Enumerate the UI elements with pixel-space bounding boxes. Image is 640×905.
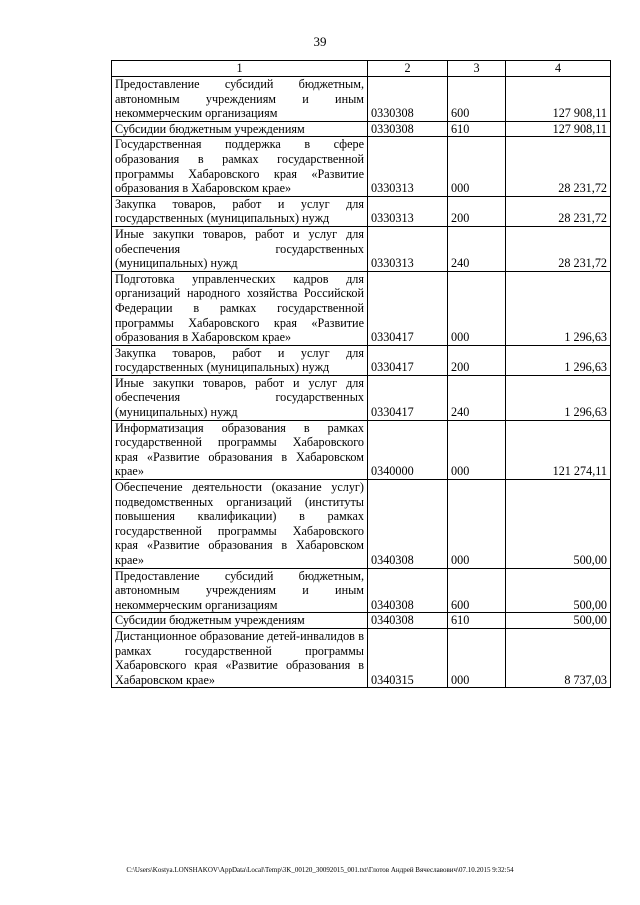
row-code-cell: 0330417 xyxy=(368,375,448,420)
row-name-cell: Подготовка управленческих кадров для организаций народного хозяйства Российской Федерации в рамках государственной программы Хабаровского края «Развитие образования в Хабаровском крае» xyxy=(112,271,368,345)
column-header-sum: 4 xyxy=(506,61,611,77)
file-path-footer: C:\Users\Kostya.LONSHAKOV\AppData\Local\Temp\3K_00120_30092015_001.txt\Глотов Андрей Вячеславович\07.10.2015 9:32:54 xyxy=(126,866,514,874)
row-sum-cell: 28 231,72 xyxy=(506,226,611,271)
column-header-code: 2 xyxy=(368,61,448,77)
row-name-cell: Обеспечение деятельности (оказание услуг) подведомственных организаций (институты повышения квалификации) в рамках государственной программы Хабаровского края «Развитие образования в Хабаровском крае» xyxy=(112,480,368,569)
row-type-cell: 000 xyxy=(448,480,506,569)
budget-table xyxy=(111,60,611,688)
row-type-cell: 600 xyxy=(448,77,506,122)
row-name-cell: Дистанционное образование детей-инвалидов в рамках государственной программы Хабаровского края «Развитие образования в Хабаровском крае» xyxy=(112,628,368,687)
row-sum-cell: 500,00 xyxy=(506,613,611,629)
row-sum-cell: 127 908,11 xyxy=(506,77,611,122)
table-row xyxy=(112,480,611,569)
row-type-cell: 200 xyxy=(448,196,506,226)
column-header-type: 3 xyxy=(448,61,506,77)
row-type-cell: 200 xyxy=(448,345,506,375)
row-name-cell: Закупка товаров, работ и услуг для государственных (муниципальных) нужд xyxy=(112,196,368,226)
row-code-cell: 0340000 xyxy=(368,420,448,479)
row-code-cell: 0330313 xyxy=(368,137,448,196)
table-row xyxy=(112,77,611,122)
row-name-cell: Информатизация образования в рамках государственной программы Хабаровского края «Развитие образования в Хабаровском крае» xyxy=(112,420,368,479)
row-code-cell: 0330313 xyxy=(368,196,448,226)
row-code-cell: 0340308 xyxy=(368,480,448,569)
table-row xyxy=(112,420,611,479)
row-type-cell: 000 xyxy=(448,271,506,345)
row-code-cell: 0340308 xyxy=(368,613,448,629)
table-header-row xyxy=(112,61,611,77)
row-sum-cell: 28 231,72 xyxy=(506,196,611,226)
row-code-cell: 0330308 xyxy=(368,77,448,122)
row-code-cell: 0330313 xyxy=(368,226,448,271)
row-code-cell: 0340308 xyxy=(368,568,448,613)
row-sum-cell: 127 908,11 xyxy=(506,121,611,137)
table-row xyxy=(112,375,611,420)
row-name-cell: Иные закупки товаров, работ и услуг для обеспечения государственных (муниципальных) нужд xyxy=(112,226,368,271)
page-number: 39 xyxy=(313,34,327,49)
row-sum-cell: 500,00 xyxy=(506,568,611,613)
row-type-cell: 000 xyxy=(448,628,506,687)
table-row xyxy=(112,345,611,375)
row-type-cell: 600 xyxy=(448,568,506,613)
row-sum-cell: 121 274,11 xyxy=(506,420,611,479)
row-type-cell: 240 xyxy=(448,375,506,420)
table-row xyxy=(112,271,611,345)
table-row xyxy=(112,226,611,271)
table-row xyxy=(112,137,611,196)
row-sum-cell: 1 296,63 xyxy=(506,375,611,420)
table-row xyxy=(112,628,611,687)
column-header-name: 1 xyxy=(112,61,368,77)
row-sum-cell: 8 737,03 xyxy=(506,628,611,687)
row-code-cell: 0330308 xyxy=(368,121,448,137)
row-name-cell: Закупка товаров, работ и услуг для государственных (муниципальных) нужд xyxy=(112,345,368,375)
table-row xyxy=(112,568,611,613)
row-name-cell: Иные закупки товаров, работ и услуг для обеспечения государственных (муниципальных) нужд xyxy=(112,375,368,420)
row-sum-cell: 1 296,63 xyxy=(506,345,611,375)
row-type-cell: 610 xyxy=(448,613,506,629)
row-type-cell: 000 xyxy=(448,137,506,196)
row-code-cell: 0330417 xyxy=(368,271,448,345)
row-type-cell: 000 xyxy=(448,420,506,479)
row-name-cell: Субсидии бюджетным учреждениям xyxy=(112,613,368,629)
table-row xyxy=(112,613,611,629)
row-name-cell: Субсидии бюджетным учреждениям xyxy=(112,121,368,137)
row-type-cell: 240 xyxy=(448,226,506,271)
row-name-cell: Предоставление субсидий бюджетным, автономным учреждениям и иным некоммерческим организациям xyxy=(112,77,368,122)
row-type-cell: 610 xyxy=(448,121,506,137)
table-row xyxy=(112,121,611,137)
row-code-cell: 0330417 xyxy=(368,345,448,375)
row-name-cell: Предоставление субсидий бюджетным, автономным учреждениям и иным некоммерческим организациям xyxy=(112,568,368,613)
row-sum-cell: 28 231,72 xyxy=(506,137,611,196)
row-sum-cell: 1 296,63 xyxy=(506,271,611,345)
table-row xyxy=(112,196,611,226)
row-sum-cell: 500,00 xyxy=(506,480,611,569)
row-name-cell: Государственная поддержка в сфере образования в рамках государственной программы Хабаровского края «Развитие образования в Хабаровском крае» xyxy=(112,137,368,196)
row-code-cell: 0340315 xyxy=(368,628,448,687)
